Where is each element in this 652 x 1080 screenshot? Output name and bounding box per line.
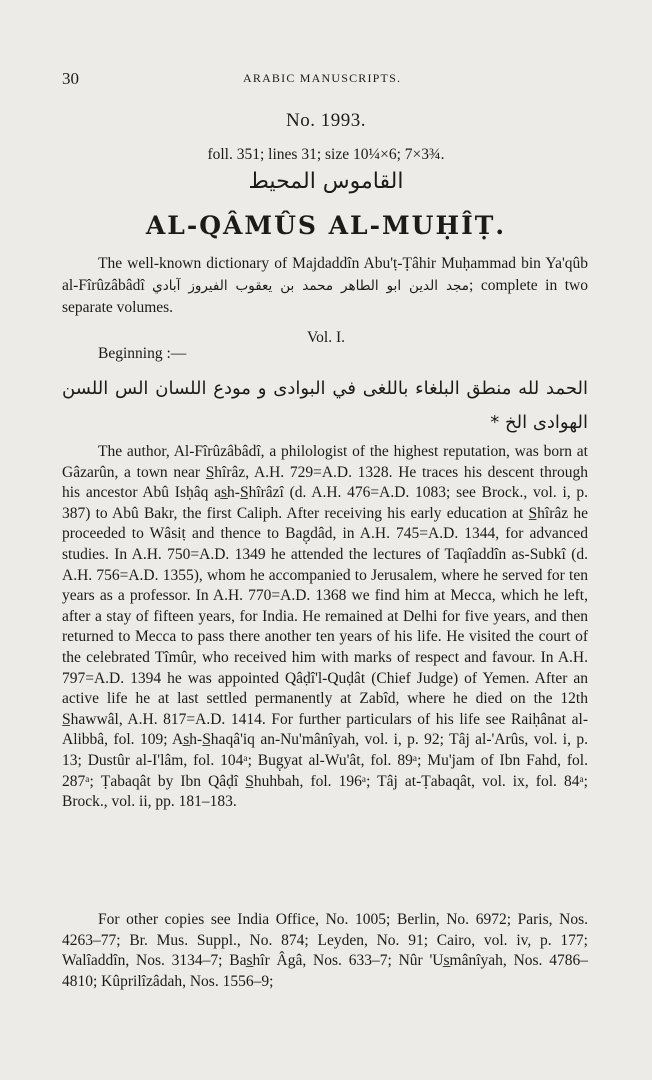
beginning-label: Beginning :— xyxy=(98,345,187,362)
entry-title: AL-QÂMÛS AL-MUḤÎṬ. xyxy=(145,211,507,240)
running-title: ARABIC MANUSCRIPTS. xyxy=(243,71,402,85)
other-copies-paragraph: For other copies see India Office, No. 1005; Berlin, No. 6972; Paris, Nos. 4263–77; Br. Mus. Suppl., No. 874; Leyden, No. 91; Cairo, vol. iv, p. 177; Walîaddîn, Nos. 3134–7; Bas̲hîr Âgâ, Nos. 633–7; Nûr 'Us̲mânîyah, Nos. 4786–4810; Kûprilîzâdah, Nos. 1556–9; xyxy=(62,911,588,990)
catalog-number: No. 1993. xyxy=(286,110,366,131)
biography-paragraph: The author, Al-Fîrûzâbâdî, a philologist of the highest reputation, was born at Gâzarûn, a town near S̲hîrâz, A.H. 729=A.D. 1328. He traces his descent through his ancestor Abû Isḥâq as̲h-S̲hîrâzî (d. A.H. 476=A.D. 1083; see Brock., vol. i, p. 387) to Abû Bakr, the first Caliph. After receiving his early education at S̲hîrâz he proceeded to Wâsiṭ and thence to Bag̣dâd, in A.H. 745=A.D. 1344, for advanced studies. In A.H. 750=A.D. 1349 he attended the lectures of Taqîaddîn as-Subkî (d. A.H. 756=A.D. 1355), whom he accompanied to Jerusalem, where he served for ten years as a professor. In A.H. 770=A.D. 1368 we find him at Mecca, which he left, after a stay of fifteen years, for India. He remained at Delhi for five years, and then returned to Mecca to pass there another ten years of his life. He visited the court of the celebrated Tîmûr, who received him with marks of respect and favour. In A.H. 797=A.D. 1394 he was appointed Qâḍî'l-Quḍât (Chief Judge) of Yemen. After an active life he at last settled permanently at Zabîd, where he died on the 12th S̲hawwâl, A.H. 817=A.D. 1414. For further particulars of his life see Raiḥânat al-Alibbâ, fol. 109; As̲h-S̲haqâ'iq an-Nu'mânîyah, vol. i, p. 92; Tâj al-'Arûs, vol. i, p. 13; Dustûr al-I'lâm, fol. 104ᵃ; Bug̣yat al-Wu'ât, fol. 89ᵃ; Mu'jam of Ibn Fahd, fol. 287ᵃ; Ṭabaqât by Ibn Qâḍî S̲huhbah, fol. 196ᵃ; Tâj at-Ṭabaqât, vol. ix, fol. 84ᵃ; Brock., vol. ii, pp. 181–183. xyxy=(62,443,588,811)
volume-label: Vol. I. xyxy=(306,329,346,346)
arabic-title: القاموس المحيط xyxy=(248,169,404,194)
intro-text-end: ; complete in two separate volumes. xyxy=(62,277,588,316)
physical-description: foll. 351; lines 31; size 10¼×6; 7×3¾. xyxy=(207,146,445,163)
intro-paragraph xyxy=(62,253,588,319)
beginning-arabic-text: الحمد لله منطق البلغاء باللغى في البوادى و مودع اللسان الس اللسن الهوادى الخ * xyxy=(62,378,588,433)
page-number: 30 xyxy=(62,69,79,88)
intro-text-start: The well-known dictionary of Majdaddîn Abu'ṭ-Ṭâhir Muḥammad bin Ya'qûb al-Fîrûzâbâdî xyxy=(62,255,588,294)
intro-arabic-name: مجد الدين ابو الطاهر محمد بن يعقوب الفيروز آبادي xyxy=(152,278,469,294)
